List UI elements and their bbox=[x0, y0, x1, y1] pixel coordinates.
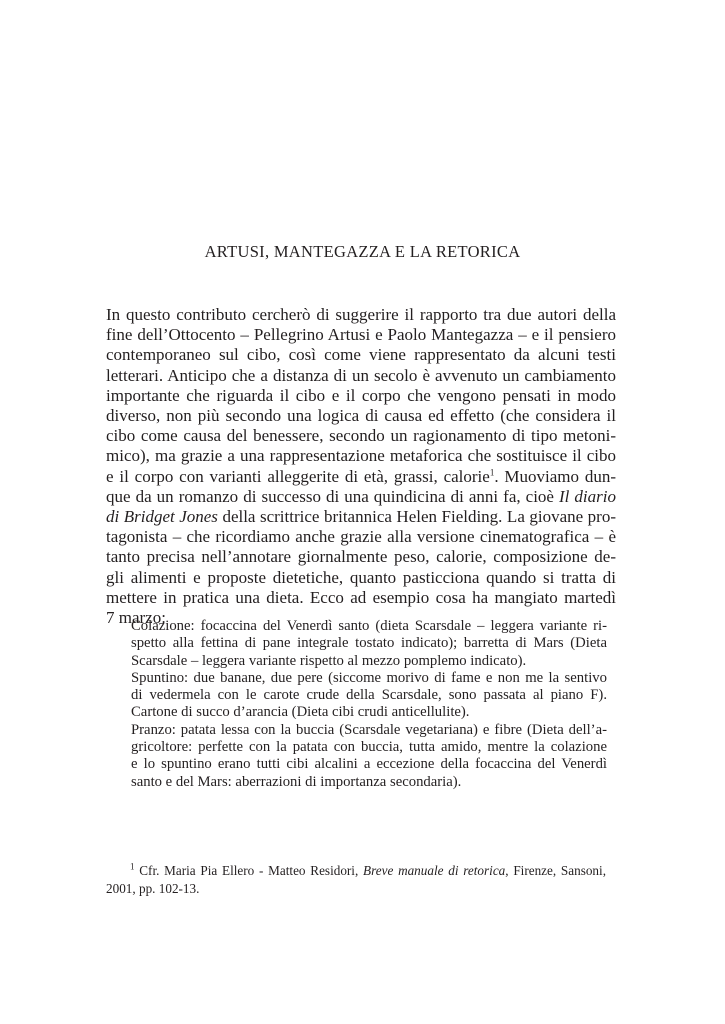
body-text-segment: . Muoviamo dun- bbox=[494, 466, 616, 486]
diary-quotation bbox=[131, 618, 607, 791]
chapter-title: ARTUSI, MANTEGAZZA E LA RETORICA bbox=[204, 242, 521, 261]
body-line: In questo contributo cercherò di suggerire il rapporto tra due autori della bbox=[106, 305, 616, 324]
body-line: contemporaneo sul cibo, così come viene rappresentato da alcuni testi bbox=[106, 345, 616, 365]
quote-line: santo e del Mars: aberrazioni di importanza secondaria). bbox=[131, 773, 462, 790]
body-line bbox=[106, 487, 616, 507]
body-line: fine dell’Ottocento – Pellegrino Artusi e Paolo Mantegazza – e il pensiero bbox=[106, 325, 616, 345]
body-line bbox=[106, 467, 616, 487]
body-text-segment: e il corpo con varianti alleggerite di età, grassi, calorie bbox=[106, 466, 490, 486]
body-line: mico), ma grazie a una rappresentazione metaforica che sostituisce il cibo bbox=[106, 446, 616, 466]
body-text-segment: della scrittrice britannica Helen Fielding. La giovane pro- bbox=[217, 507, 617, 527]
book-title-italic: Il diario bbox=[559, 486, 616, 506]
quote-line: Colazione: focaccina del Venerdì santo (dieta Scarsdale – leggera variante ri- bbox=[131, 618, 607, 634]
body-text-segment: que da un romanzo di successo di una quindicina di anni fa, cioè bbox=[106, 486, 559, 506]
footnote-book-title: Breve manuale di retorica bbox=[363, 863, 506, 878]
quote-line: Pranzo: patata lessa con la buccia (Scarsdale vegetariana) e fibre (Dieta dell’a- bbox=[131, 721, 607, 738]
body-text bbox=[106, 305, 616, 628]
footnote-text: Cfr. Maria Pia Ellero - Matteo Residori, bbox=[134, 863, 364, 878]
body-line: tagonista – che ricordiamo anche grazie alla versione cinematografica – è bbox=[106, 527, 616, 547]
body-line: gli alimenti e proposte dietetiche, quanto pasticciona quando si tratta di bbox=[106, 567, 616, 587]
quote-line: gricoltore: perfette con la patata con buccia, tutta amido, mentre la colazione bbox=[131, 739, 607, 756]
body-line: 7 marzo: bbox=[106, 608, 166, 628]
footnote-line bbox=[106, 862, 606, 880]
footnote-line: 2001, pp. 102-13. bbox=[106, 881, 200, 896]
body-line: tanto precisa nell’annotare giornalmente peso, calorie, composizione de- bbox=[106, 547, 616, 567]
quote-line: Spuntino: due banane, due pere (siccome morivo di fame e non me la sentivo bbox=[131, 669, 607, 686]
body-line: cibo come causa del benessere, secondo un ragionamento di tipo metoni- bbox=[106, 426, 616, 446]
quote-line: spetto alla fettina di pane integrale tostato indicato); barretta di Mars (Dieta bbox=[131, 635, 607, 652]
quote-line: di vedermela con le carote crude della Scarsdale, sono passata al piano F). bbox=[131, 687, 607, 704]
body-line: importante che riguarda il cibo e il corpo che vengono pensati in modo bbox=[106, 385, 616, 405]
body-line: mettere in pratica una dieta. Ecco ad esempio cosa ha mangiato martedì bbox=[106, 587, 616, 607]
footnote bbox=[106, 862, 606, 898]
footnote-number: 1 bbox=[130, 861, 135, 872]
footnote-text: , Firenze, Sansoni, bbox=[505, 863, 606, 878]
quote-line: Scarsdale – leggera variante rispetto al mezzo pomplemo indicato). bbox=[131, 652, 527, 669]
body-line: letterari. Anticipo che a distanza di un secolo è avvenuto un cambiamento bbox=[106, 365, 616, 385]
quote-line: Cartone di succo d’arancia (Dieta cibi crudi anticellulite). bbox=[131, 704, 470, 721]
body-line: diverso, non più secondo una logica di causa ed effetto (che considera il bbox=[106, 406, 616, 426]
body-line bbox=[106, 507, 616, 527]
quote-line: e lo spuntino erano tutti cibi alcalini a eccezione della focaccina del Venerdì bbox=[131, 756, 607, 773]
footnote-reference[interactable]: 1 bbox=[489, 466, 495, 477]
book-title-italic: di Bridget Jones bbox=[106, 507, 218, 527]
